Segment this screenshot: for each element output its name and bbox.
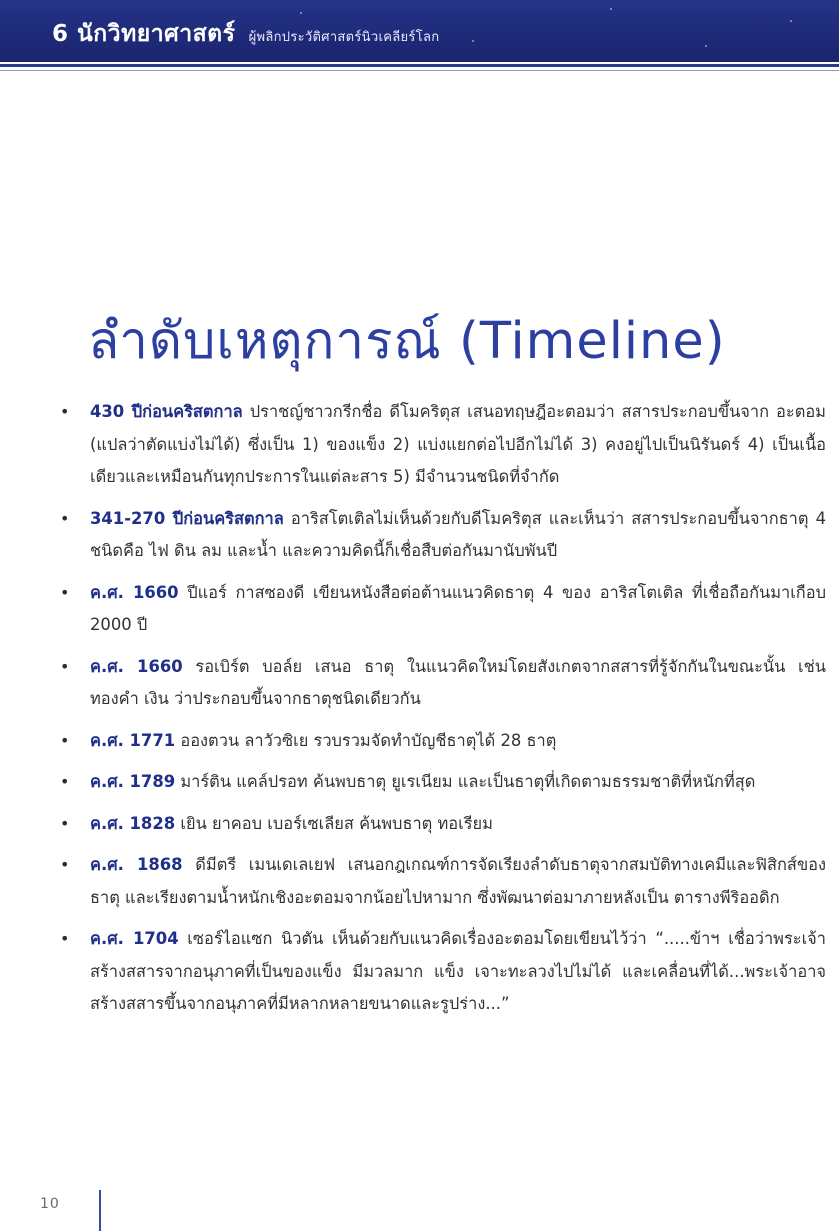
- decorative-speck: [300, 12, 302, 14]
- bullet-icon: •: [60, 508, 70, 528]
- timeline-text: เซอร์ไอแซก นิวตัน เห็นด้วยกับแนวคิดเรื่องอะตอมโดยเขียนไว้ว่า “.....ข้าฯ เชื่อว่าพระเจ้าสร้างสสารจากอนุภาคที่เป็นของแข็ง มีมวลมาก แข็ง เจาะทะลวงไปไม่ได้ และเคลื่อนที่ได้...พระเจ้าอาจสร้างสสารขึ้นจากอนุภาคที่มีหลากหลายขนาดและรูปร่าง...”: [90, 929, 826, 1013]
- timeline-text: ปราชญ์ชาวกรีกชื่อ ดีโมคริตุส เสนอทฤษฎีอะตอมว่า สสารประกอบขึ้นจาก อะตอม (แปลว่าตัดแบ่งไม่ได้) ซึ่งเป็น 1) ของแข็ง 2) แบ่งแยกต่อไปอีกไม่ได้ 3) คงอยู่ไปเป็นนิรันดร์ 4) เป็นเนื้อเดียวและเหมือนกันทุกประการในแต่ละสาร 5) มีจำนวนชนิดที่จำกัด: [90, 402, 826, 486]
- section-title: ลำดับเหตุการณ์ (Timeline): [88, 312, 726, 372]
- bullet-icon: •: [60, 855, 70, 874]
- book-subtitle: ผู้พลิกประวัติศาสตร์นิวเคลียร์โลก: [248, 30, 440, 45]
- footer-rule: [99, 1190, 101, 1231]
- decorative-speck: [790, 20, 792, 22]
- timeline-text: เยิน ยาคอบ เบอร์เซเลียส ค้นพบธาตุ ทอเรียม: [175, 813, 493, 833]
- running-header: [52, 16, 439, 52]
- timeline-item: [56, 725, 826, 758]
- timeline-era: ค.ศ. 1660: [90, 582, 179, 602]
- page-number: 10: [40, 1196, 60, 1212]
- bullet-icon: •: [60, 772, 70, 791]
- page-header-band: [0, 0, 839, 62]
- bullet-icon: •: [60, 813, 70, 833]
- timeline-item: [56, 766, 826, 799]
- bullet-icon: •: [60, 929, 70, 948]
- decorative-speck: [610, 8, 612, 10]
- timeline-item: [56, 923, 826, 1021]
- bullet-icon: •: [60, 730, 70, 750]
- timeline-item: [56, 396, 826, 494]
- timeline-era: ค.ศ. 1771: [90, 730, 176, 750]
- timeline-list: [56, 396, 826, 1030]
- decorative-speck: [705, 45, 707, 47]
- header-rule: [0, 64, 839, 67]
- timeline-era: 430 ปีก่อนคริสตกาล: [90, 402, 243, 421]
- timeline-text: ปีแอร์ กาสซองดี เขียนหนังสือต่อต้านแนวคิดธาตุ 4 ของ อาริสโตเติล ที่เชื่อถือกันมาเกือบ 2000 ปี: [90, 582, 826, 634]
- timeline-era: ค.ศ. 1789: [90, 772, 176, 791]
- timeline-item: [56, 577, 826, 642]
- bullet-icon: •: [60, 402, 70, 421]
- book-title: 6 นักวิทยาศาสตร์: [52, 21, 236, 47]
- timeline-text: ดีมีตรี เมนเดเลเยฟ เสนอกฎเกณฑ์การจัดเรียงลำดับธาตุจากสมบัติทางเคมีและฟิสิกส์ของธาตุ และเรียงตามน้ำหนักเชิงอะตอมจากน้อยไปหามาก ซึ่งพัฒนาต่อมาภายหลังเป็น ตารางพีริออดิก: [90, 855, 826, 907]
- timeline-era: ค.ศ. 1704: [90, 929, 179, 948]
- timeline-text: อาริสโตเติลไม่เห็นด้วยกับดีโมคริตุส และเห็นว่า สสารประกอบขึ้นจากธาตุ 4 ชนิดคือ ไฟ ดิน ลม และน้ำ และความคิดนี้ก็เชื่อสืบต่อกันมานับพันปี: [90, 508, 827, 560]
- timeline-item: [56, 849, 826, 914]
- timeline-item: [56, 808, 826, 841]
- header-thin-rule: [0, 70, 839, 71]
- timeline-item: [56, 651, 826, 716]
- timeline-text: อองตวน ลาวัวซิเย รวบรวมจัดทำบัญชีธาตุได้ 28 ธาตุ: [175, 730, 557, 750]
- timeline-text: มาร์ติน แคล์ปรอท ค้นพบธาตุ ยูเรเนียม และเป็นธาตุที่เกิดตามธรรมชาติที่หนักที่สุด: [175, 772, 756, 791]
- timeline-era: ค.ศ. 1828: [90, 813, 176, 833]
- bullet-icon: •: [60, 656, 70, 676]
- bullet-icon: •: [60, 582, 70, 602]
- timeline-item: [56, 503, 826, 568]
- decorative-speck: [472, 40, 474, 42]
- timeline-era: 341-270 ปีก่อนคริสตกาล: [90, 508, 284, 528]
- timeline-text: รอเบิร์ต บอล์ย เสนอ ธาตุ ในแนวคิดใหม่โดยสังเกตจากสสารที่รู้จักกันในขณะนั้น เช่น ทองคำ เงิน ว่าประกอบขึ้นจากธาตุชนิดเดียวกัน: [90, 656, 826, 708]
- timeline-era: ค.ศ. 1868: [90, 855, 183, 874]
- timeline-era: ค.ศ. 1660: [90, 656, 183, 676]
